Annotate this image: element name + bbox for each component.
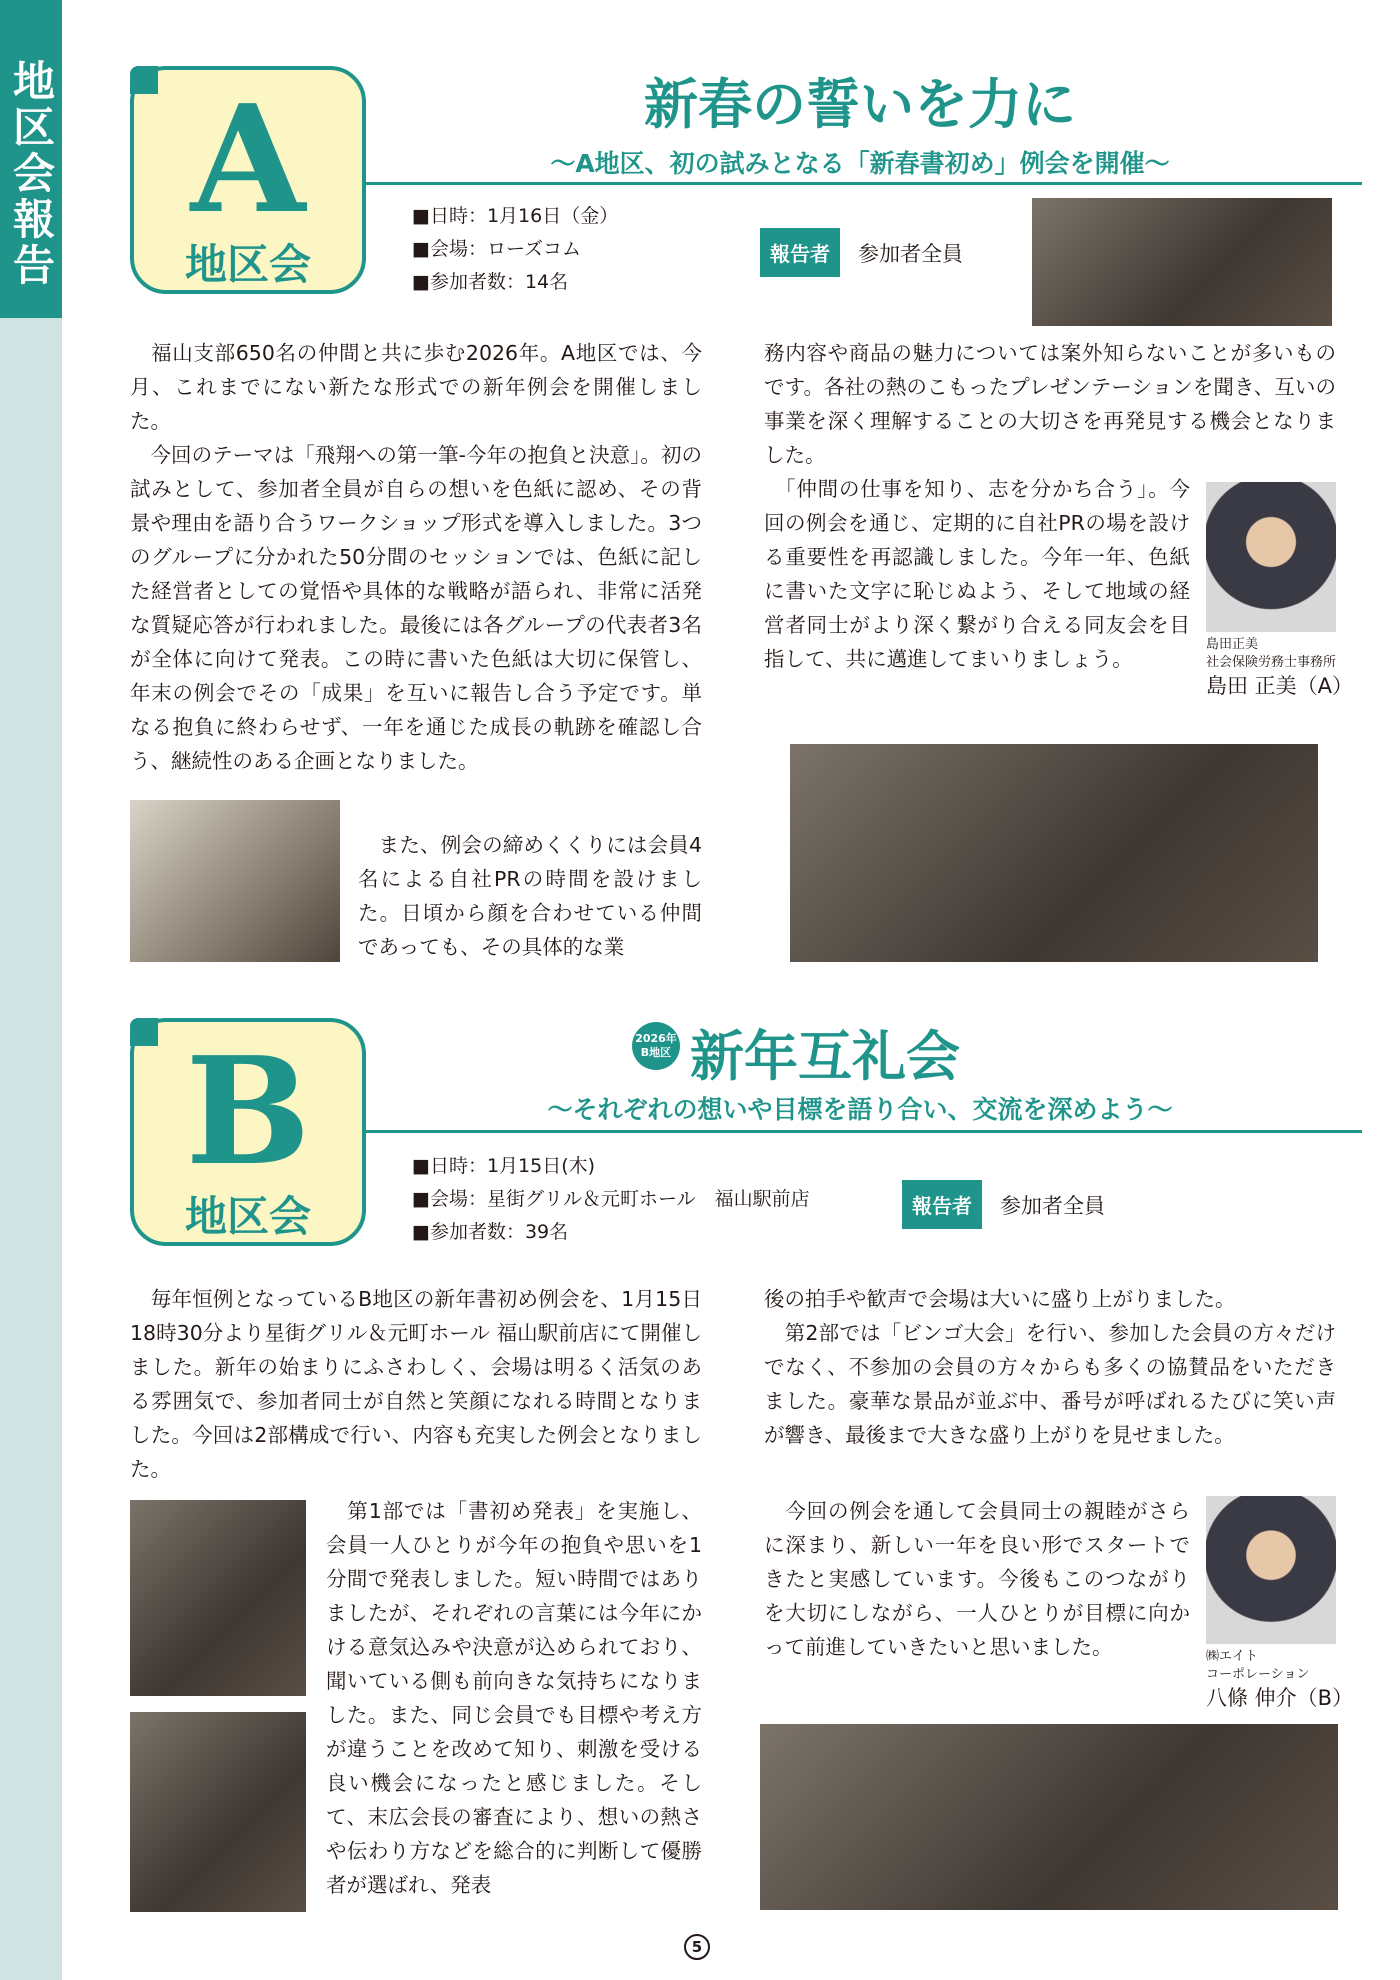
badge-letter: B [185,1024,311,1198]
paragraph: 今回の例会を通して会員同士の親睦がさらに深まり、新しい一年を良い形でスタートできたと実感しています。今後もこのつながりを大切にしながら、一人ひとりが目標に向かって前進していきたいと思いました。 [764,1499,1190,1659]
badge-district-label: 地区会 [184,240,311,289]
section-a-meta [412,200,618,299]
paragraph: 第2部では「ビンゴ大会」を行い、参加した会員の方々だけでなく、不参加の会員の方々からも多くの協賛品をいただきました。豪華な景品が並ぶ中、番号が呼ばれるたびに笑い声が響き、最後まで大きな盛り上がりを見せました。 [764,1321,1336,1447]
sidebar [0,0,62,1980]
district-b-badge [130,1018,366,1246]
meta-date: ■日時：1月15日(木) [412,1155,596,1177]
meta-venue: ■会場：ローズコム [412,238,582,260]
calligraphy-photo [130,800,340,962]
reporter-a-caption [1206,636,1356,700]
caption-name: 島田 正美（A） [1206,674,1354,698]
reporter-tag: 報告者 [902,1180,982,1229]
section-b-title: 新年互礼会 [690,1025,960,1088]
reporter-tag: 報告者 [760,228,840,277]
section-b-reporter [902,1180,1105,1229]
section-a-col2-wrap [764,472,1190,676]
speech-photo-1 [130,1500,306,1696]
paragraph: 後の拍手や歓声で会場は大いに盛り上がりました。 [764,1287,1236,1311]
badge-district-label: 地区会 [184,1192,311,1241]
meta-date: ■日時：1月16日（金） [412,205,619,227]
section-b-col1-wrap [326,1494,702,1902]
section-b-col1 [130,1282,702,1486]
section-a-title: 新春の誓いを力に [644,73,1076,136]
district-a-badge [130,66,366,294]
section-b-rule [366,1130,1362,1133]
section-a-rule [366,182,1362,185]
paragraph: 「仲間の仕事を知り、志を分かち合う」。今回の例会を通じ、定期的に自社PRの場を設ける重要性を再認識しました。今年一年、色紙に書いた文字に恥じぬよう、そして地域の経営者同士がより深く繋がり合える同友会を目指して、共に邁進してまいりましょう。 [764,477,1190,671]
page-number: 5 [684,1934,710,1960]
caption-name: 八條 伸介（B） [1206,1686,1354,1710]
meta-attendance: ■参加者数：39名 [412,1221,569,1243]
reporter-b-caption [1206,1648,1356,1712]
reporter-value: 参加者全員 [858,241,963,266]
caption-small: コーポレーション [1206,1667,1310,1682]
reporter-a-portrait [1206,482,1336,632]
badge-letter: A [190,72,306,246]
section-b-col2 [764,1282,1336,1452]
meeting-table-photo [1032,198,1332,326]
paragraph: 第1部では「書初め発表」を実施し、会員一人ひとりが今年の抱負や思いを1分間で発表しました。短い時間ではありましたが、それぞれの言葉には今年にかける意気込みや決意が込められており、聞いている側も前向きな気持ちになりました。また、同じ会員でも目標や考え方が違うことを改めて知り、刺激を受ける良い機会になったと感じました。そして、末広会長の審査により、想いの熱さや伝わり方などを総合的に判断して優勝者が選ばれ、発表 [326,1499,702,1897]
section-a-reporter [760,228,963,277]
paragraph: また、例会の締めくくりには会員4名による自社PRの時間を設けました。日頃から顔を合わせている仲間であっても、その具体的な業 [358,833,702,959]
section-b-meta [412,1150,810,1249]
section-a-col1 [130,336,702,778]
caption-small: 社会保険労務士事務所 [1206,655,1337,670]
meta-attendance: ■参加者数：14名 [412,271,569,293]
paragraph: 今回のテーマは「飛翔への第一筆-今年の抱負と決意」。初の試みとして、参加者全員が自らの想いを色紙に認め、その背景や理由を語り合うワークショップ形式を導入しました。3つのグループに分かれた50分間のセッションでは、色紙に記した経営者としての覚悟や具体的な戦略が語られ、非常に活発な質疑応答が行われました。最後には各グループの代表者3名が全体に向けて発表。この時に書いた色紙は大切に保管し、年末の例会でその「成果」を互いに報告し合う予定です。単なる抱負に終わらせず、一年を通じた成長の軌跡を確認し合う、継続性のある企画となりました。 [130,443,702,773]
reporter-value: 参加者全員 [1000,1193,1105,1218]
section-a-col1-wrap [358,828,702,964]
paragraph: 務内容や商品の魅力については案外知らないことが多いものです。各社の熱のこもったプレゼンテーションを聞き、互いの事業を深く理解することの大切さを再発見する機会となりました。 [764,341,1336,467]
caption-small: ㈱エイト [1206,1649,1259,1664]
paragraph: 福山支部650名の仲間と共に歩む2026年。A地区では、今月、これまでにない新たな形式での新年例会を開催しました。 [130,341,702,433]
reporter-b-portrait [1206,1496,1336,1644]
banquet-photo [760,1724,1338,1910]
section-a-col2 [764,336,1336,472]
speech-photo-2 [130,1712,306,1912]
section-b-col2-wrap [764,1494,1190,1664]
caption-small: 島田正美 [1206,637,1259,652]
meta-venue: ■会場：星街グリル＆元町ホール 福山駅前店 [412,1188,810,1210]
section-b-subtitle: ～それぞれの想いや目標を語り合い、交流を深めよう～ [547,1095,1173,1124]
year-district-mark: 2026年 B地区 [632,1022,680,1070]
sidebar-label: 地区会報告 [0,0,62,318]
section-a-subtitle: ～A地区、初の試みとなる「新春書初め」例会を開催～ [550,149,1170,178]
paragraph: 毎年恒例となっているB地区の新年書初め例会を、1月15日18時30分より星街グリル＆元町ホール 福山駅前店にて開催しました。新年の始まりにふさわしく、会場は明るく活気のある雰囲気で、参加者同士が自然と笑顔になれる時間となりました。今回は2部構成で行い、内容も充実した例会となりました。 [130,1287,702,1481]
group-photo-a [790,744,1318,962]
